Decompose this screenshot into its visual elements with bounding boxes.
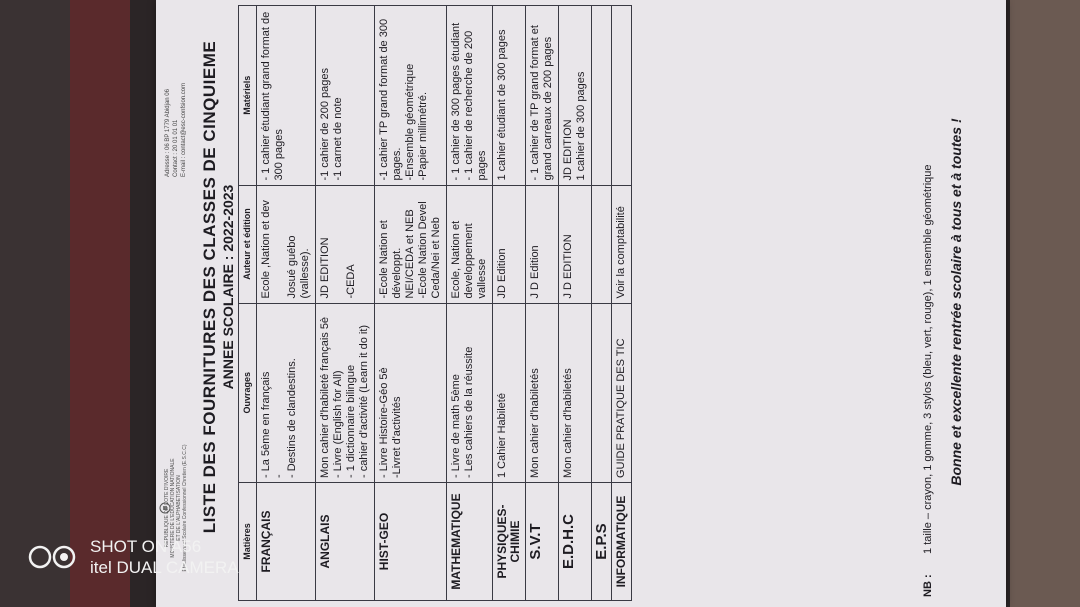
materiels-line: 1 cahier de 300 pages	[575, 71, 587, 181]
materiels-cell	[559, 6, 592, 186]
auteur-cell	[612, 185, 632, 303]
ouvrages-line: - Livre (English for All)	[332, 370, 344, 479]
auteur-line	[273, 190, 286, 299]
auteur-line: Ecole ,Nation et dev	[260, 200, 272, 299]
ouvrages-line: 1 Cahier Habileté	[496, 393, 508, 479]
ouvrages-line: Mon cahier d'habileté français 5è	[319, 316, 331, 479]
header-right-line: Contact : 20 01 01 01	[173, 119, 179, 177]
supplies-table	[238, 5, 632, 601]
materiels-cell	[257, 6, 316, 186]
materiels-line: - 1 cahier de 300 pages étudiant	[450, 22, 462, 181]
school-year: ANNEE SCOLAIRE : 2022-2023	[220, 184, 236, 390]
table-row	[257, 6, 316, 601]
ouvrages-line: GUIDE PRATIQUE DES TIC	[615, 338, 627, 479]
auteur-line	[332, 190, 345, 299]
auteur-line	[595, 190, 608, 299]
materiels-line: - 1 cahier étudiant grand format de 300 pages	[260, 11, 285, 181]
materiels-line: 1 cahier étudiant de 300 pages	[496, 29, 508, 181]
watermark-line-1: SHOT ON A56	[90, 537, 202, 556]
column-header: Auteur et édition	[239, 185, 257, 303]
closing-message: Bonne et excellente rentrée scolaire à tous et à toutes !	[948, 118, 964, 486]
subject-cell: HIST-GEO	[375, 483, 447, 601]
materiels-line: -Ensemble géométrique	[404, 63, 416, 181]
subject-cell: ANGLAIS	[316, 483, 375, 601]
table-header-row	[239, 6, 257, 601]
table-row	[526, 6, 559, 601]
auteur-cell	[493, 185, 526, 303]
materiels-line: JD EDITION	[562, 119, 574, 181]
auteur-line: Voir la comptabilité	[615, 206, 627, 299]
auteur-line: Ecole, Nation et developpement	[450, 220, 475, 299]
materiels-cell	[592, 6, 612, 186]
subject-cell: E.D.H.C	[559, 483, 592, 601]
header-right-line: E-mail : contact@esc-confsion.com	[181, 82, 187, 177]
ouvrages-line: -Livret d'activités	[391, 396, 403, 479]
auteur-line: JD EDITION	[319, 237, 331, 299]
materiels-line	[615, 10, 628, 181]
ouvrages-cell	[612, 303, 632, 483]
ouvrages-line: -	[273, 474, 285, 479]
subject-cell: FRANÇAIS	[257, 483, 316, 601]
auteur-cell	[559, 185, 592, 303]
auteur-line: Josué guébo (vallesse).	[286, 235, 311, 299]
materiels-line: -1 cahier TP grand format de 300 pages.	[378, 18, 403, 181]
ouvrages-cell	[447, 303, 493, 483]
header-left-line: Etablissement Scolaire Confessionnel Chretien (E.S.C.C)	[182, 444, 188, 572]
materiels-cell	[526, 6, 559, 186]
ouvrages-cell	[375, 303, 447, 483]
ouvrages-cell	[493, 303, 526, 483]
auteur-line: J D EDITION	[562, 234, 574, 299]
table-row	[592, 6, 612, 601]
ouvrages-line	[595, 308, 608, 479]
column-header: Matières	[239, 483, 257, 601]
header-right	[164, 7, 188, 177]
ouvrages-line: - La 5ème en français	[260, 371, 272, 479]
ouvrages-line: - Les cahiers de la réussite	[463, 346, 475, 479]
materiels-cell	[316, 6, 375, 186]
materiels-cell	[612, 6, 632, 186]
header-right-line: Adresse : 06 BP 1779 Abidjan 06	[165, 89, 171, 177]
materiels-line: -1 carnet de note	[332, 97, 344, 181]
ouvrages-line: Mon cahier d'habiletés	[562, 368, 574, 479]
table-row	[559, 6, 592, 601]
materiels-line: -1 cahier de 200 pages	[319, 68, 331, 181]
ouvrages-line: - cahier d'activité (Learn it do it)	[358, 324, 370, 479]
header-left-line: ET DE L'ALPHABETISATION	[176, 475, 182, 541]
ouvrages-line: - 1 dictionnaire bilingue	[345, 364, 357, 479]
table-row	[316, 6, 375, 601]
materiels-cell	[447, 6, 493, 186]
auteur-line: J D Edition	[529, 245, 541, 299]
auteur-line: NEI/CEDA et NEB	[404, 209, 416, 299]
table-row	[612, 6, 632, 601]
ouvrages-cell	[316, 303, 375, 483]
ouvrages-cell	[526, 303, 559, 483]
materiels-line: - 1 cahier de TP grand format et grand carreaux de 200 pages	[529, 25, 554, 181]
subject-cell: E.P.S	[592, 483, 612, 601]
materiels-cell	[493, 6, 526, 186]
auteur-line: -Ecole Nation Devel Ceda/Nei et Neb	[417, 201, 442, 299]
auteur-cell	[447, 185, 493, 303]
document-title: LISTE DES FOURNITURES DES CLASSES DE CINQUIEME	[200, 40, 219, 534]
background-right	[1010, 0, 1080, 607]
note-label: NB :	[922, 574, 934, 597]
ouvrages-line: - Livre de math 5ème	[450, 374, 462, 479]
materiels-line	[595, 10, 608, 181]
table-row	[493, 6, 526, 601]
auteur-cell	[375, 185, 447, 303]
ouvrages-line: - Destins de clandestins.	[286, 358, 298, 479]
table-body	[257, 6, 632, 601]
subject-cell: S.V.T	[526, 483, 559, 601]
auteur-cell	[316, 185, 375, 303]
auteur-cell	[526, 185, 559, 303]
materiels-line: -Papier millimétré.	[417, 91, 429, 181]
table-row	[375, 6, 447, 601]
auteur-cell	[257, 185, 316, 303]
auteur-line: JD Edition	[496, 248, 508, 299]
subject-cell: INFORMATIQUE	[612, 483, 632, 601]
watermark-line-2: itel DUAL CAMERA	[90, 558, 239, 577]
subject-cell: MATHEMATIQUE	[447, 483, 493, 601]
supply-list-document	[156, 0, 1006, 607]
ouvrages-cell	[257, 303, 316, 483]
column-header: Ouvrages	[239, 303, 257, 483]
header-left-line: MINISTERE DE L'EDUCATION NATIONALE	[170, 458, 176, 558]
note-text: 1 taille – crayon, 1 gomme, 3 stylos (bleu, vert, rouge), 1 ensemble géométrique	[922, 164, 934, 554]
header-left-line: REPUBLIQUE DE COTE D'IVOIRE	[164, 468, 170, 548]
column-header: Matériels	[239, 6, 257, 186]
ouvrages-line: - Livre Histoire-Géo 5è	[378, 367, 390, 479]
materiels-line: - 1 cahier de recherche de 200 pages	[463, 30, 488, 181]
camera-lens-icon	[28, 545, 80, 569]
ouvrages-cell	[559, 303, 592, 483]
note	[922, 7, 935, 597]
auteur-line: -Ecole Nation et développt.	[378, 220, 403, 299]
background-red-strip	[70, 0, 130, 607]
materiels-cell	[375, 6, 447, 186]
ouvrages-cell	[592, 303, 612, 483]
ouvrages-line: Mon cahier d'habiletés	[529, 368, 541, 479]
table-row	[447, 6, 493, 601]
subject-cell: PHYSIQUES-CHIMIE	[493, 483, 526, 601]
auteur-line: vallesse	[476, 258, 488, 299]
auteur-line: -CEDA	[345, 264, 357, 299]
auteur-cell	[592, 185, 612, 303]
